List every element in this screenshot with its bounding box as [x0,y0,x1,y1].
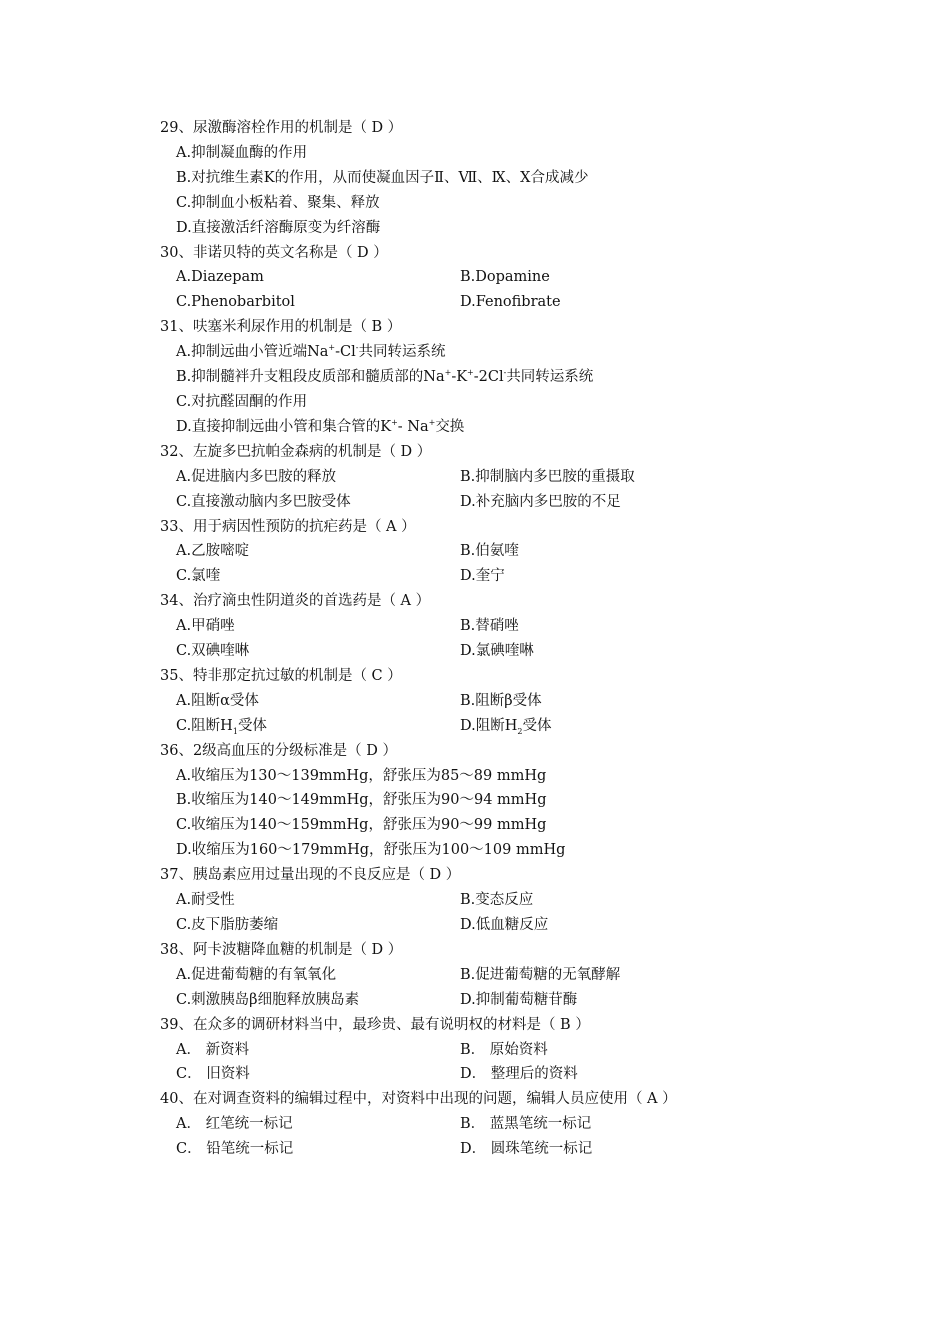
question-40-row-1 [160,1112,800,1137]
superscript-plus: + [467,368,474,378]
q35-c-text-2: 受体 [237,717,267,734]
q35-c-text-1: C.阻断H [176,717,233,734]
question-40-option-a: A． 红笔统一标记 [176,1116,293,1133]
question-34-option-b: B.替硝唑 [460,618,519,635]
question-33-option-a: A.乙胺嘧啶 [176,543,250,560]
question-33-option-d: D.奎宁 [460,568,505,585]
question-34-option-a: A.甲硝唑 [176,618,235,635]
question-30-stem: 30、非诺贝特的英文名称是（ D ） [160,244,388,261]
question-35-row-2 [160,714,800,739]
question-32-stem: 32、左旋多巴抗帕金森病的机制是（ D ） [160,443,432,460]
question-40-stem: 40、在对调查资料的编辑过程中，对资料中出现的问题，编辑人员应使用（ A ） [160,1091,677,1108]
question-38-option-b: B.促进葡萄糖的无氧酵解 [460,966,621,983]
question-36-option-b: B.收缩压为140～149mmHg，舒张压为90～94 mmHg [176,792,547,809]
question-35-option-d [460,714,760,739]
q31-b-text-4: 共同转运系统 [506,369,594,386]
q31-d-text-2: - Na [397,418,429,435]
subscript-2: 2 [517,726,523,736]
q31-d-text-3: 交换 [435,418,465,435]
question-33-stem: 33、用于病因性预防的抗疟药是（ A ） [160,518,416,535]
question-38-row-2 [160,988,800,1013]
q31-a-text-2: -Cl [335,344,356,361]
q31-a-text-3: 共同转运系统 [358,344,446,361]
question-30-option-a: A.Diazepam [176,269,264,286]
question-40-option-b: B． 蓝黑笔统一标记 [460,1116,592,1133]
question-37-option-b: B.变态反应 [460,892,534,909]
question-30-option-d: D.Fenofibrate [460,294,561,311]
question-36-option-d: D.收缩压为160～179mmHg，舒张压为100～109 mmHg [176,842,566,859]
superscript-plus: + [428,418,436,428]
question-29-option-b: B.对抗维生素K的作用，从而使凝血因子Ⅱ、Ⅶ、Ⅸ、Ⅹ合成减少 [176,169,589,186]
question-32-row-2 [160,490,800,515]
superscript-plus: + [328,343,336,353]
question-40-row-2 [160,1137,800,1162]
q31-d-text-1: D.直接抑制远曲小管和集合管的K [176,418,392,435]
question-31-option-c: C.对抗醛固酮的作用 [176,393,308,410]
q31-b-text-3: -2Cl [473,369,504,386]
question-29-stem: 29、尿激酶溶栓作用的机制是（ D ） [160,120,403,136]
question-39-row-1 [160,1038,800,1063]
question-34-row-2 [160,639,800,664]
question-40-option-c: C． 铅笔统一标记 [176,1141,294,1158]
q35-d-text-1: D.阻断H [460,717,518,734]
question-39-option-d: D． 整理后的资料 [460,1066,578,1083]
question-38-option-a: A.促进葡萄糖的有氧氧化 [176,966,337,983]
subscript-1: 1 [232,726,238,736]
q31-b-text-1: B.抑制髓袢升支粗段皮质部和髓质部的Na [176,369,445,386]
question-34-stem: 34、治疗滴虫性阴道炎的首选药是（ A ） [160,593,431,610]
question-35-stem: 35、特非那定抗过敏的机制是（ C ） [160,667,402,684]
question-31-stem: 31、呋塞米利尿作用的机制是（ B ） [160,319,402,336]
superscript-plus: + [391,418,398,428]
question-30-row-1 [160,265,800,290]
question-30-option-b: B.Dopamine [460,269,550,286]
question-31-option-b [160,365,800,390]
question-37-option-d: D.低血糖反应 [460,917,549,933]
superscript-minus: - [503,368,507,378]
question-31-option-d [160,415,800,440]
question-29-option-d: D.直接激活纤溶酶原变为纤溶酶 [176,219,381,236]
question-37-option-c: C.皮下脂肪萎缩 [176,917,279,933]
question-36-stem: 36、2级高血压的分级标准是（ D ） [160,742,398,759]
question-37-row-2 [160,913,800,938]
question-37-option-a: A.耐受性 [176,892,235,909]
question-40-option-d: D． 圆珠笔统一标记 [460,1141,593,1158]
question-38-option-c: C.刺激胰岛β细胞释放胰岛素 [176,991,360,1008]
question-32-option-d: D.补充脑内多巴胺的不足 [460,493,621,510]
question-33-option-c: C.氯喹 [176,568,221,585]
question-29-option-a: A.抑制凝血酶的作用 [176,144,308,161]
q35-d-text-2: 受体 [522,717,552,734]
question-36-option-a: A.收缩压为130～139mmHg，舒张压为85～89 mmHg [176,767,547,784]
question-39-option-b: B． 原始资料 [460,1041,548,1058]
question-32-option-a: A.促进脑内多巴胺的释放 [176,468,337,485]
question-35-option-b: B.阻断β受体 [460,692,542,709]
question-33-row-1 [160,539,800,564]
question-35-option-c [160,714,460,739]
question-39-option-a: A． 新资料 [176,1041,250,1058]
question-37-stem: 37、胰岛素应用过量出现的不良反应是（ D ） [160,867,461,884]
question-37-row-1 [160,888,800,913]
question-34-option-c: C.双碘喹啉 [176,643,250,660]
exam-document [160,116,800,1162]
question-31-option-a [160,340,800,365]
question-39-stem: 39、在众多的调研材料当中，最珍贵、最有说明权的材料是（ B ） [160,1016,590,1033]
question-38-row-1 [160,963,800,988]
question-39-option-c: C． 旧资料 [176,1066,250,1083]
question-36-option-c: C.收缩压为140～159mmHg，舒张压为90～99 mmHg [176,817,547,834]
question-34-row-1 [160,614,800,639]
question-32-option-b: B.抑制脑内多巴胺的重摄取 [460,468,635,485]
question-35-row-1 [160,689,800,714]
question-30-option-c: C.Phenobarbitol [176,294,295,311]
question-33-option-b: B.伯氨喹 [460,543,519,560]
q31-b-text-2: -K [451,369,468,386]
question-33-row-2 [160,564,800,589]
question-30-row-2 [160,290,800,315]
question-34-option-d: D.氯碘喹啉 [460,643,534,660]
q31-a-text-1: A.抑制远曲小管近端Na [176,344,329,361]
superscript-plus: + [444,368,452,378]
question-39-row-2 [160,1062,800,1087]
question-35-option-a: A.阻断α受体 [176,692,259,709]
question-29-option-c: C.抑制血小板粘着、聚集、释放 [176,194,380,211]
question-38-stem: 38、阿卡波糖降血糖的机制是（ D ） [160,941,403,958]
question-32-option-c: C.直接激动脑内多巴胺受体 [176,493,351,510]
question-32-row-1 [160,465,800,490]
superscript-minus: - [355,343,359,353]
question-38-option-d: D.抑制葡萄糖苷酶 [460,991,578,1008]
